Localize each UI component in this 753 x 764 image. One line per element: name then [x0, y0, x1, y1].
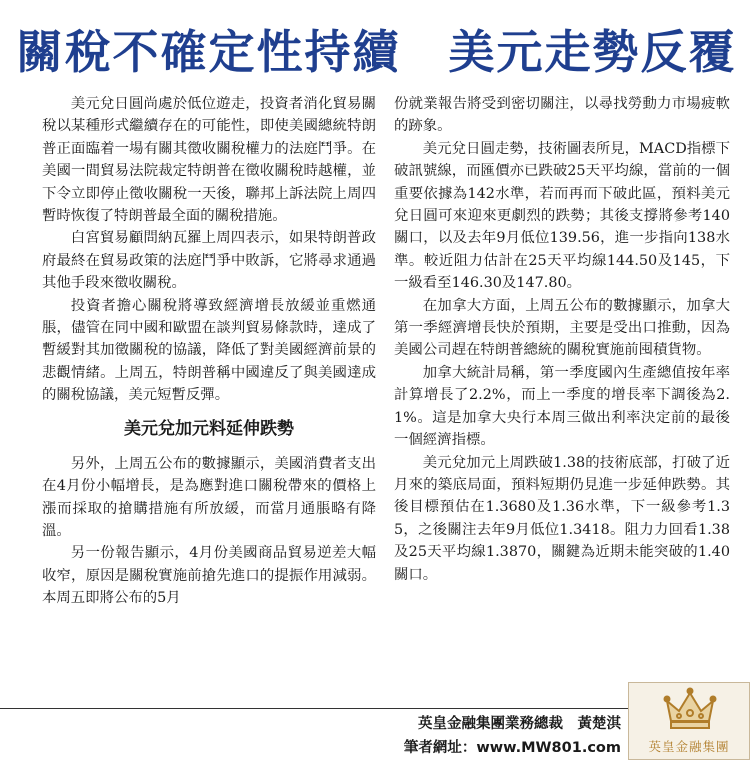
crown-icon [663, 687, 717, 735]
article-paragraph: 在加拿大方面，上周五公布的數據顯示，加拿大第一季經濟增長快於預期，主要是受出口推動，因為美國公司趕在特朗普總統的關稅實施前囤積貨物。 [394, 297, 730, 359]
footer-divider [0, 708, 628, 709]
article-paragraph: 美元兌加元上周跌破1.38的技術底部，打破了近月來的築底局面，預料短期仍見進一步延伸跌勢。其後目標預估在1.3680及1.36水準，下一級參考1.35，之後關注去年9月低位1.3418。阻力力回看1.38及25天平均線1.3870，關鍵為近期未能突破的1.40關口。 [394, 454, 730, 583]
logo-text: 英皇金融集團 [648, 739, 730, 754]
author-byline: 英皇金融集團業務總裁 黃楚淇 [418, 716, 621, 732]
article-paragraph-continuation: 份就業報告將受到密切關注，以尋找勞動力市場疲軟的跡象。 [394, 96, 730, 135]
article-paragraph: 投資者擔心關稅將導致經濟增長放緩並重燃通脹，儘管在同中國和歐盟在談判貿易條款時，達成了暫緩對其加徵關稅的協議，降低了對美國經濟前景的悲觀情緒。上周五，特朗普稱中國違反了與美國達成的關稅協議，美元短暫反彈。 [42, 297, 376, 404]
article-paragraph: 美元兌日圓尚處於低位遊走，投資者消化貿易關稅以某種形式繼續存在的可能性，即使美國總統特朗普正面臨着一場有關其徵收關稅權力的法庭鬥爭。在美國一間貿易法院裁定特朗普在徵收關稅時越權，並下令立即停止徵收關稅一天後，聯邦上訴法院上周四暫時恢復了特朗普最全面的關稅措施。 [42, 96, 376, 225]
article-paragraph: 另外，上周五公布的數據顯示，美國消費者支出在4月份小幅增長，是為應對進口關稅帶來的價格上漲而採取的搶購措施有所放緩，而當月通脹略有降溫。 [42, 455, 376, 539]
article-paragraph: 加拿大統計局稱，第一季度國內生產總值按年率計算增長了2.2%，而上一季度的增長率下調後為2.1%。這是加拿大央行本周三做出利率決定前的最後一個經濟指標。 [394, 364, 730, 449]
article-paragraph: 另一份報告顯示，4月份美國商品貿易逆差大幅收窄，原因是關稅實施前搶先進口的提振作用減弱。本周五即將公布的5月 [42, 545, 376, 607]
subheading: 美元兌加元料延伸跌勢 [124, 418, 294, 439]
left-column [42, 93, 376, 610]
headline: 關稅不確定性持續 美元走勢反覆 [16, 25, 737, 79]
article-paragraph: 美元兌日圓走勢，技術圖表所見，MACD指標下破訊號線，而匯價亦已跌破25天平均線，當前的一個重要依據為142水準，若而再而下破此區，預料美元兌日圓可來迎來更劇烈的跌勢；其後支撐將參考140關口，以及去年9月低位139.56，進一步指向138水準。較近阻力估計在25天平均線144.50及145，下一級看至146.30及147.80。 [394, 140, 730, 292]
author-website: 筆者網址：www.MW801.com [403, 740, 621, 756]
right-column [394, 93, 730, 586]
company-logo [628, 682, 750, 760]
article-paragraph: 白宮貿易顧問納瓦羅上周四表示，如果特朗普政府最終在貿易政策的法庭鬥爭中敗訴，它將尋求通過其他手段來徵收關稅。 [42, 230, 376, 292]
